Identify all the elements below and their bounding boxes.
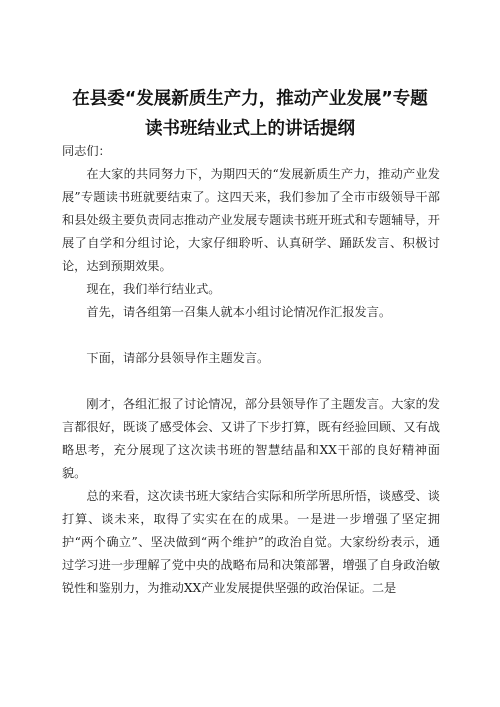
document-body — [62, 140, 440, 600]
salutation: 同志们： — [62, 144, 111, 158]
paragraph-leaders-speech: 下面，请部分县领导作主题发言。 — [86, 351, 270, 365]
blank-line — [62, 324, 440, 347]
document-title — [40, 84, 460, 144]
paragraph-opening: 在大家的共同努力下，为期四天的“发展新质生产力，推动产业发展”专题读书班就要结束了。这四天来，我们参加了全市市级领导干部和县处级主要负责同志推动产业发展专题读书班开班式和专题辅导，开展了自学和分组讨论，大家仔细聆听、认真研学、踊跃发言、积极讨论，达到预期效果。 — [62, 167, 440, 273]
paragraph-ceremony: 现在，我们举行结业式。 — [86, 282, 221, 296]
title-line-2: 读书班结业式上的讲话提纲 — [145, 119, 355, 139]
paragraph-review: 刚才，各组汇报了讨论情况，部分县领导作了主题发言。大家的发言都很好，既谈了感受体会、又讲了下步打算，既有经验回顾、又有战略思考，充分展现了这次读书班的智慧结晶和XX干部的良好精神面貌。 — [62, 397, 440, 480]
title-line-1: 在县委“发展新质生产力，推动产业发展”专题 — [72, 89, 428, 109]
paragraph-summary: 总的来看，这次读书班大家结合实际和所学所思所悟，谈感受、谈打算、谈未来，取得了实实在在的成果。一是进一步增强了坚定拥护“两个确立”、坚决做到“两个维护”的政治自觉。大家纷纷表示，通过学习进一步理解了党中央的战略布局和决策部署，增强了自身政治敏锐性和鉴别力，为推动XX产业发展提供坚强的政治保证。二是 — [62, 489, 440, 595]
paragraph-first-report: 首先，请各组第一召集人就本小组讨论情况作汇报发言。 — [86, 305, 392, 319]
blank-line — [62, 370, 440, 393]
